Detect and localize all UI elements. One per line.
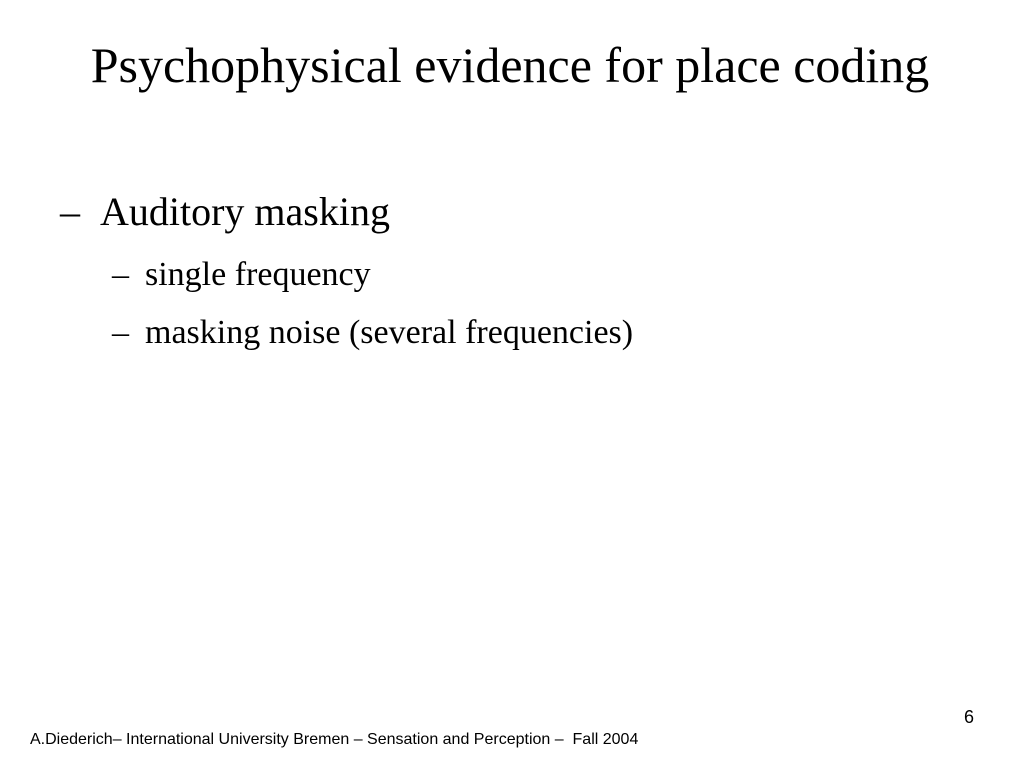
slide-title: Psychophysical evidence for place coding	[90, 37, 930, 93]
bullet-single-frequency	[112, 255, 371, 295]
bullet-dash: –	[60, 189, 80, 234]
bullet-auditory-masking	[60, 188, 390, 236]
page-number: 6	[963, 707, 974, 727]
bullet-text: masking noise (several frequencies)	[145, 314, 634, 351]
bullet-dash: –	[112, 314, 129, 351]
bullet-text: single frequency	[145, 256, 371, 293]
bullet-masking-noise	[112, 313, 633, 353]
footer-text: A.Diederich– International University Bremen – Sensation and Perception – Fall 2004	[30, 731, 639, 748]
bullet-text: Auditory masking	[100, 189, 390, 234]
bullet-dash: –	[112, 256, 129, 293]
